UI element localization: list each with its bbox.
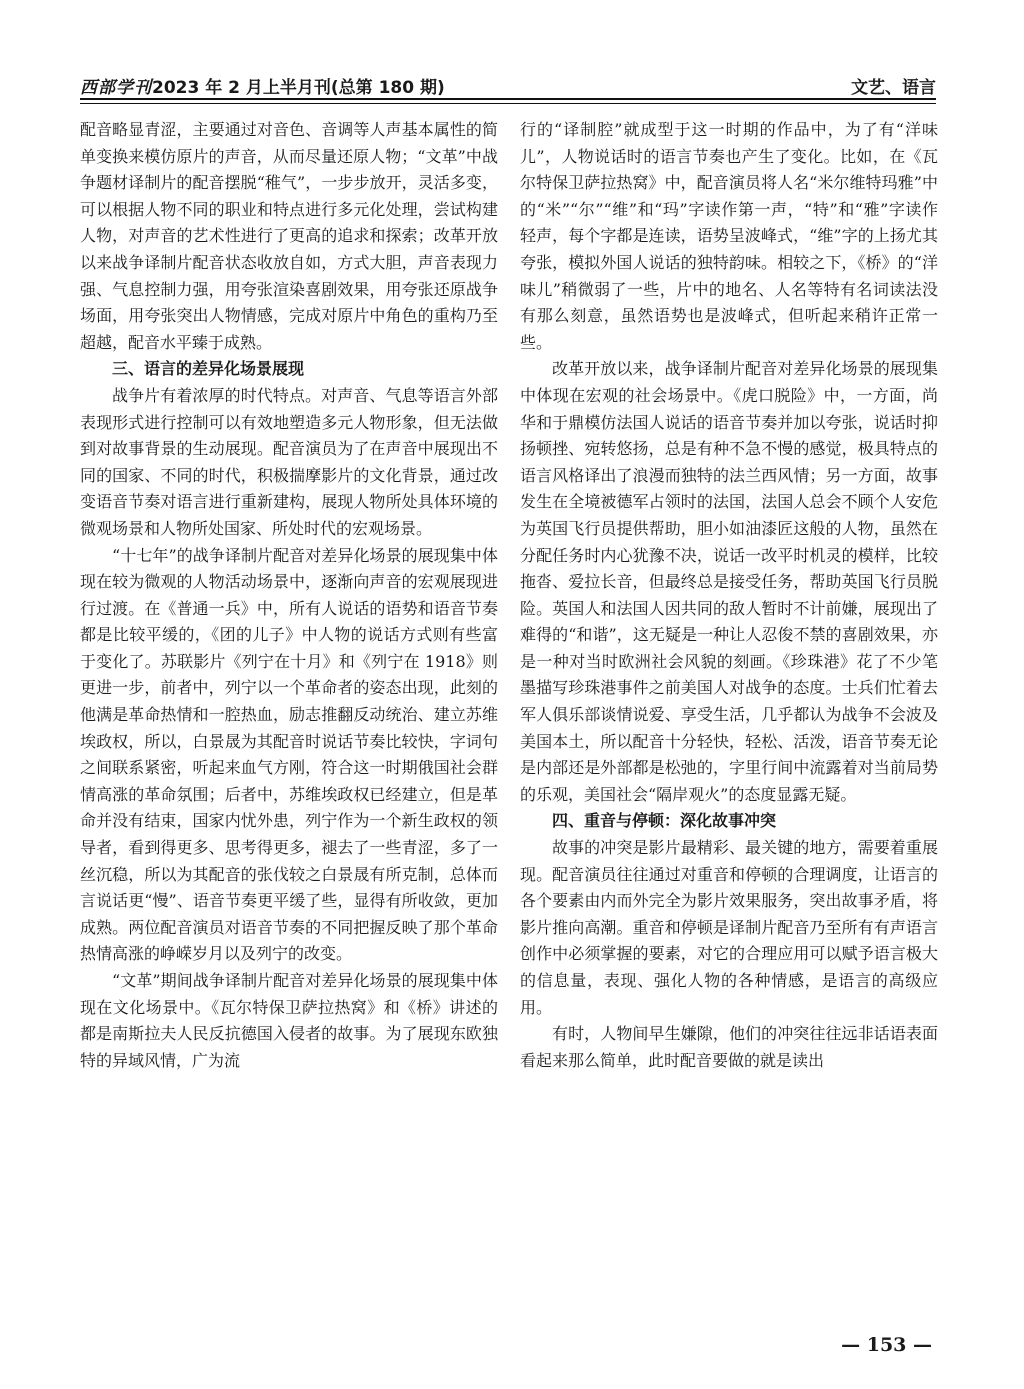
section-heading: 四、重音与停顿：深化故事冲突 (552, 811, 777, 831)
paragraph: 配音略显青涩，主要通过对音色、音调等人声基本属性的简单变换来模仿原片的声音，从而尽量还原人物；“文革”中战争题材译制片的配音摆脱“稚气”，一步步放开，灵活多变，可以根据人物不同的职业和特点进行多元化处理，尝试构建人物，对声音的艺术性进行了更高的追求和探索；改革开放以来战争译制片配音状态收放自如，方式大胆，声音表现力强、气息控制力强，用夸张渲染喜剧效果，用夸张还原战争场面，用夸张突出人物情感，完成对原片中角色的重构乃至超越，配音水平臻于成熟。 (80, 120, 498, 352)
journal-logo: 西部学刊 (80, 78, 152, 98)
running-header (80, 72, 936, 98)
section-label: 文艺、语言 (851, 78, 936, 98)
journal-issue (80, 73, 445, 98)
paragraph: 故事的冲突是影片最精彩、最关键的地方，需要着重展现。配音演员往往通过对重音和停顿的合理调度，让语言的各个要素由内而外完全为影片效果服务，突出故事矛盾，将影片推向高潮。重音和停顿是译制片配音乃至所有有声语言创作中必须掌握的要素，对它的合理应用可以赋予语言极大的信息量，表现、强化人物的各种情感，是语言的高级应用。 (520, 838, 938, 1017)
paragraph: “文革”期间战争译制片配音对差异化场景的展现集中体现在文化场景中。《瓦尔特保卫萨拉热窝》和《桥》讲述的都是南斯拉夫人民反抗德国入侵者的故事。为了展现东欧独特的异域风情，广为流 (80, 971, 498, 1070)
page-number: — 153 — (841, 1334, 932, 1356)
paragraph: 改革开放以来，战争译制片配音对差异化场景的展现集中体现在宏观的社会场景中。《虎口脱险》中，一方面，尚华和于鼎模仿法国人说话的语音节奏并加以夸张，说话时抑扬顿挫、宛转悠扬，总是有种不急不慢的感觉，极具特点的语言风格译出了浪漫而独特的法兰西风情；另一方面，故事发生在全境被德军占领时的法国，法国人总会不顾个人安危为英国飞行员提供帮助，胆小如油漆匠这般的人物，虽然在分配任务时内心犹豫不决，说话一改平时机灵的模样，比较拖沓、爱拉长音，但最终总是接受任务，帮助英国飞行员脱险。英国人和法国人因共同的敌人暂时不计前嫌，展现出了难得的“和谐”，这无疑是一种让人忍俊不禁的喜剧效果，亦是一种对当时欧洲社会风貌的刻画。《珍珠港》花了不少笔墨描写珍珠港事件之前美国人对战争的态度。士兵们忙着去军人俱乐部谈情说爱、享受生活，几乎都认为战争不会波及美国本土，所以配音十分轻快，轻松、活泼，语音节奏无论是内部还是外部都是松弛的，字里行间中流露着对当前局势的乐观，美国社会“隔岸观火”的态度显露无疑。 (520, 359, 938, 804)
paragraph: “十七年”的战争译制片配音对差异化场景的展现集中体现在较为微观的人物活动场景中，逐渐向声音的宏观展现进行过渡。在《普通一兵》中，所有人说话的语势和语音节奏都是比较平缓的，《团的儿子》中人物的说话方式则有些富于变化了。苏联影片《列宁在十月》和《列宁在 1918》则更进一步，前者中，列宁以一个革命者的姿态出现，此刻的他满是革命热情和一腔热血，励志推翻反动统治、建立苏维埃政权，所以，白景晟为其配音时说话节奏比较快，字词句之间联系紧密，听起来血气方刚，符合这一时期俄国社会群情高涨的革命氛围；后者中，苏维埃政权已经建立，但是革命并没有结束，国家内忧外患，列宁作为一个新生政权的领导者，看到得更多、思考得更多，褪去了一些青涩，多了一丝沉稳，所以为其配音的张伐较之白景晟有所克制，总体而言说话更“慢”、语音节奏更平缓了些，显得有所收敛，更加成熟。两位配音演员对语音节奏的不同把握反映了那个革命热情高涨的峥嵘岁月以及列宁的改变。 (80, 545, 498, 964)
header-rule (80, 98, 936, 104)
section-heading: 三、语言的差异化场景展现 (112, 359, 305, 379)
issue-info: 2023 年 2 月上半月刊(总第 180 期) (152, 78, 445, 98)
right-column (520, 117, 938, 1074)
paragraph: 战争片有着浓厚的时代特点。对声音、气息等语言外部表现形式进行控制可以有效地塑造多元人物形象，但无法做到对故事背景的生动展现。配音演员为了在声音中展现出不同的国家、不同的时代，积极揣摩影片的文化背景，通过改变语音节奏对语言进行重新建构，展现人物所处具体环境的微观场景和人物所处国家、所处时代的宏观场景。 (80, 385, 498, 538)
paragraph: 有时，人物间早生嫌隙，他们的冲突往往远非话语表面看起来那么简单，此时配音要做的就是读出 (520, 1024, 938, 1070)
paragraph: 行的“译制腔”就成型于这一时期的作品中，为了有“洋味儿”，人物说话时的语言节奏也产生了变化。比如，在《瓦尔特保卫萨拉热窝》中，配音演员将人名“米尔维特玛雅”中的“米”“尔”“维”和“玛”字读作第一声，“特”和“雅”字读作轻声，每个字都是连读，语势呈波峰式，“维”字的上扬尤其夸张，模拟外国人说话的独特韵味。相较之下，《桥》的“洋味儿”稍微弱了一些，片中的地名、人名等特有名词读法没有那么刻意，虽然语势也是波峰式，但听起来稍许正常一些。 (520, 120, 938, 352)
left-column (80, 117, 498, 1074)
